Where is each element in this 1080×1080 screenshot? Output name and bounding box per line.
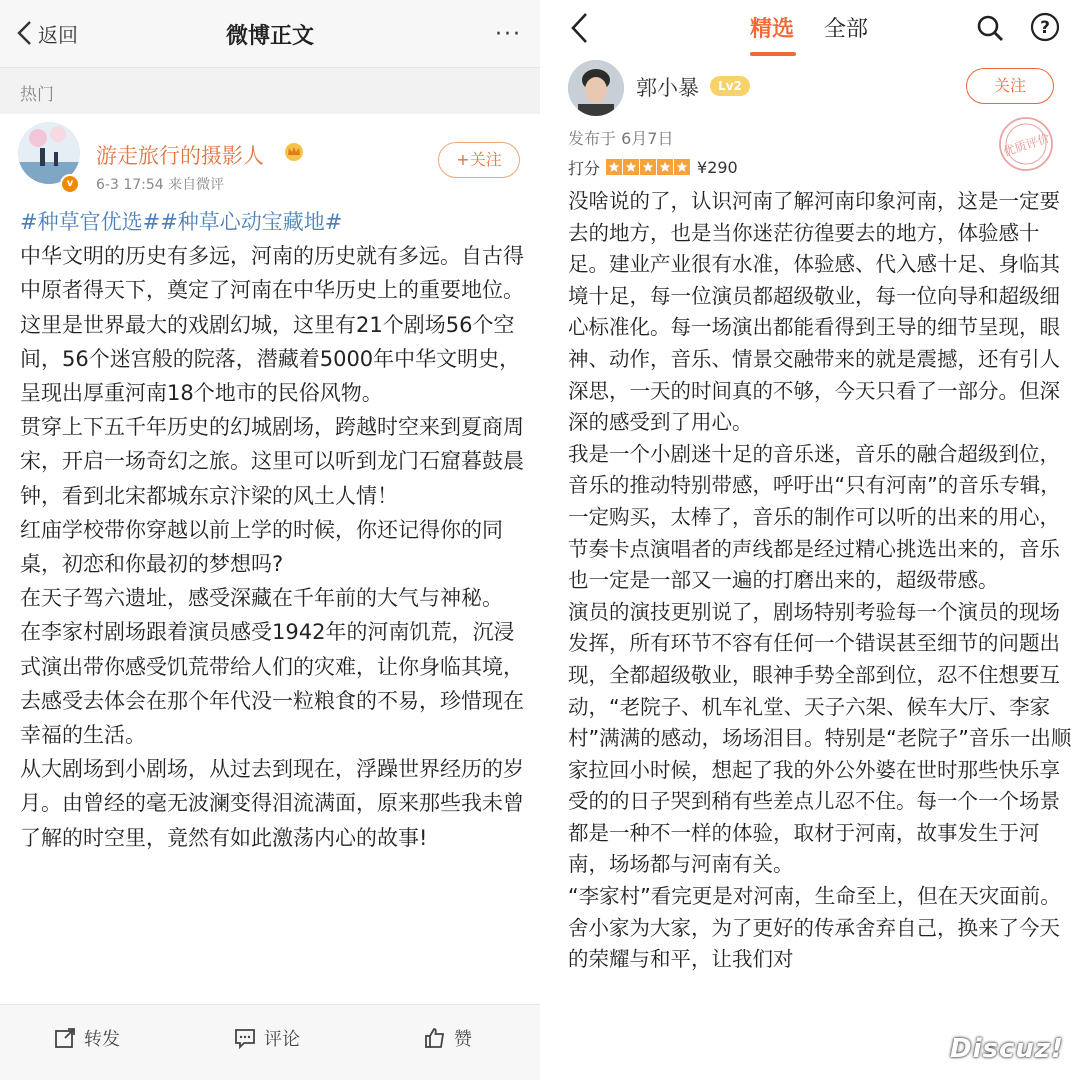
top-nav-bar — [0, 0, 540, 68]
review-paragraph: 没啥说的了，认识河南了解河南印象河南，这是一定要去的地方，也是当你迷茫彷徨要去的地方，体验感十足。建业产业很有水准，体验感、代入感十足、身临其境十足，每一位演员都超级敬业，每一位向导和超级细心标准化。每一场演出都能看得到王导的细节呈现，眼神、动作，音乐、情景交融带来的就是震撼，还有引人深思，一天的时间真的不够，今天只看了一部分。但深深的感受到了用心。 — [568, 189, 1060, 435]
post-author-row — [18, 122, 528, 200]
tab-all[interactable]: 全部 — [824, 17, 869, 42]
quality-review-stamp-icon — [990, 114, 1062, 174]
star-icon — [674, 159, 690, 175]
stamp-text: 优质评价 — [1001, 130, 1052, 160]
review-paragraph: 演员的演技更别说了，剧场特别考验每一个演员的现场发挥，所有环节不容有任何一个错误甚至细节的问题出现，全都超级敬业，眼神手势全部到位，忍不住想要互动，“老院子、机车礼堂、天子六架、候车大厅、李家村”满满的感动，场场泪目。特别是“老院子”音乐一出顺家拉回小时候，想起了我的外公外婆在世时那些快乐享受的的日子哭到稍有些差点儿忍不住。每一个一个场景都是一种不一样的体验，取材于河南，故事发生于河南，场场都与河南有关。 — [568, 599, 1072, 877]
post-paragraph: 红庙学校带你穿越以前上学的时候，你还记得你的同桌，初恋和你最初的梦想吗? — [20, 517, 503, 577]
author-name[interactable]: 游走旅行的摄影人 — [96, 144, 264, 168]
star-icon — [606, 159, 622, 175]
avatar[interactable] — [568, 60, 624, 116]
watermark: Discuz! — [950, 1034, 1064, 1064]
like-button[interactable] — [424, 1025, 472, 1051]
post-paragraph: 中华文明的历史有多远，河南的历史就有多远。自古得中原者得天下，奠定了河南在中华历史上的重要地位。 — [20, 244, 524, 303]
hashtags-link[interactable]: #种草官优选##种草心动宝藏地# — [20, 210, 343, 234]
post-paragraph: 在李家村剧场跟着演员感受1942年的河南饥荒，沉浸式演出带你感受饥荒带给人们的灾难，让你身临其境，去感受去体会在那个年代没一粒粮食的不易，珍惜现在幸福的生活。 — [20, 620, 524, 748]
review-paragraph: “李家村”看完更是对河南，生命至上，但在天灾面前。舍小家为大家，为了更好的传承舍弃自己，换来了今天的荣耀与和平，让我们对 — [568, 884, 1061, 972]
tab-featured[interactable]: 精选 — [750, 17, 795, 42]
score-label: 打分 — [568, 158, 601, 178]
review-panel — [550, 0, 1080, 1080]
reviewer-name[interactable]: 郭小暴 — [636, 76, 699, 100]
review-body — [568, 186, 1073, 976]
post-body — [20, 205, 525, 855]
star-icon — [640, 159, 656, 175]
svg-text:?: ? — [1040, 18, 1050, 38]
active-tab-indicator — [750, 52, 796, 56]
comment-icon — [234, 1027, 256, 1049]
repost-icon — [54, 1027, 76, 1049]
post-action-bar — [0, 1004, 540, 1080]
post-meta: 6-3 17:54 来自微评 — [96, 177, 225, 193]
search-icon — [976, 14, 1004, 42]
back-button[interactable] — [568, 10, 592, 50]
post-paragraph: 这里是世界最大的戏剧幻城，这里有21个剧场56个空间，56个迷宫般的院落，潜藏着5000年中华文明史，呈现出厚重河南18个地市的民俗风物。 — [20, 312, 521, 406]
follow-button[interactable]: +关注 — [438, 142, 520, 178]
star-rating — [606, 159, 691, 175]
comment-label: 评论 — [264, 1029, 300, 1050]
star-icon — [657, 159, 673, 175]
repost-button[interactable] — [54, 1025, 120, 1051]
publish-date: 发布于 6月7日 — [568, 129, 674, 148]
post-paragraph: 在天子驾六遗址，感受深藏在千年前的大气与神秘。 — [20, 586, 503, 611]
chevron-left-icon — [568, 10, 592, 46]
post-paragraph: 从大剧场到小剧场，从过去到现在，浮躁世界经历的岁月。由曾经的毫无波澜变得泪流满面，原来那些我未曾了解的时空里，竟然有如此激荡内心的故事! — [20, 757, 524, 850]
thumbs-up-icon — [424, 1027, 446, 1049]
repost-label: 转发 — [84, 1029, 120, 1050]
section-label: 热门 — [0, 68, 540, 114]
page-title: 微博正文 — [225, 24, 314, 49]
back-label: 返回 — [38, 22, 78, 47]
follow-button[interactable]: 关注 — [966, 68, 1054, 104]
price: ¥290 — [697, 157, 738, 177]
avatar-image — [568, 60, 624, 116]
help-button[interactable] — [1030, 12, 1060, 46]
crown-icon — [284, 142, 304, 162]
review-paragraph: 我是一个小剧迷十足的音乐迷，音乐的融合超级到位，音乐的推动特别带感，呼吁出“只有河南”的音乐专辑，一定购买，太棒了，音乐的制作可以听的出来的用心，节奏卡点演唱者的声线都是经过精心挑选出来的，音乐也一定是一部又一遍的打磨出来的，超级带感。 — [568, 441, 1061, 593]
panel-divider — [540, 0, 550, 1080]
level-badge: Lv2 — [710, 76, 750, 96]
help-icon — [1030, 12, 1060, 42]
verified-badge-icon: v — [60, 174, 80, 194]
star-icon — [623, 159, 639, 175]
score-row — [568, 154, 738, 180]
more-options-button[interactable]: ··· — [495, 22, 522, 47]
search-button[interactable] — [976, 14, 1004, 46]
like-label: 赞 — [454, 1029, 472, 1050]
comment-button[interactable] — [234, 1025, 300, 1051]
post-paragraph: 贯穿上下五千年历史的幻城剧场，跨越时空来到夏商周宋，开启一场奇幻之旅。这里可以听到龙门石窟暮鼓晨钟，看到北宋都城东京汴梁的风土人情！ — [20, 415, 524, 508]
